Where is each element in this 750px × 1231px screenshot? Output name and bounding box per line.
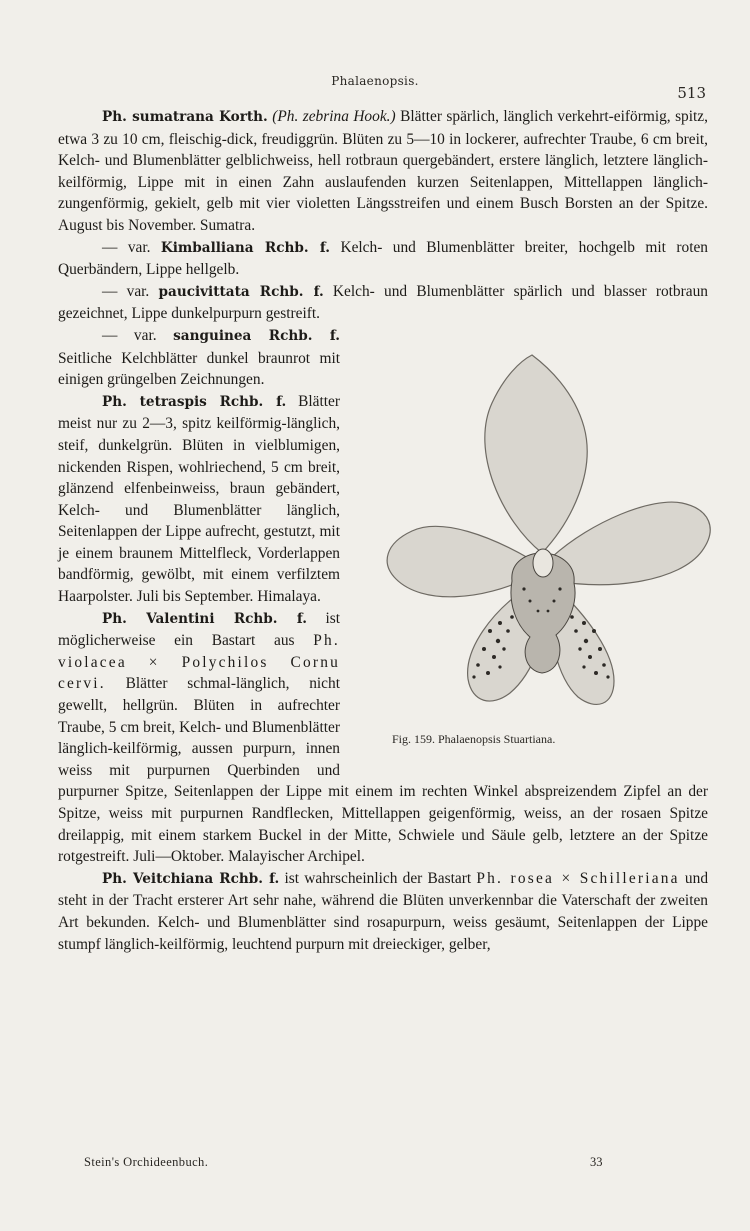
description: Blätter meist nur zu 2—3, spitz keilförmig-länglich, steif, dunkelgrün. Blüten in vielblumigen, nickenden Rispen, wohlriechend, 5 cm breit, glänzend elfenbeinweiss, braun gebändert, Kelch- und Blumenblätter länglich, Seitenlappen der Lippe aufrecht, gestutzt, mit je einem braunem Mittelfleck, Vorderlappen bandförmig, gewölbt, mit einem verfilztem Haarpolster. Juli bis September. Himalaya.: [58, 392, 340, 606]
synonym: (Ph. zebrina Hook.): [272, 108, 396, 125]
variety-paucivittata: [58, 281, 708, 325]
description-intro: ist möglicherweise ein Bastart aus: [58, 609, 340, 650]
right-petal: [552, 502, 710, 585]
variety-prefix: — var.: [102, 238, 151, 256]
figure-caption: Fig. 159. Phalaenopsis Stuartiana.: [392, 731, 556, 746]
variety-name: sanguinea Rchb. f.: [173, 327, 340, 344]
description-intro: ist wahrscheinlich der Bastart: [284, 869, 472, 887]
column: [533, 549, 553, 577]
description: und steht in der Tracht ersterer Art sehr nahe, während die Blüten unverkennbar die Vaterschaft der zweiten Art bekunden. Kelch- und Blumenblätter sind rosapurpurn, weiss gesäumt, Seitenlappen der Lippe stumpf länglich-keilförmig, leuchtend purpurn mit dreieckiger, gelber,: [58, 869, 709, 953]
variety-name: Kimballiana Rchb. f.: [160, 239, 331, 256]
variety-name: paucivittata Rchb. f.: [158, 283, 324, 300]
description: Kelch- und Blumenblätter spärlich und blasser rotbraun gezeichnet, Lippe dunkelpurpurn gestreift.: [58, 282, 708, 323]
species-name: Ph. sumatrana Korth.: [102, 109, 268, 125]
description: Seitliche Kelchblätter dunkel braunrot mit einigen grüngelben Zeichnungen.: [58, 349, 340, 389]
variety-prefix: — var.: [102, 282, 150, 300]
footer-book-title: Stein's Orchideenbuch.: [84, 1155, 209, 1169]
entry-sumatrana: [58, 106, 708, 237]
footer-signature: 33: [590, 1155, 603, 1169]
species-name: Ph. tetraspis Rchb. f.: [102, 393, 287, 410]
page-number: 513: [677, 84, 706, 102]
figure-159: [352, 331, 720, 763]
species-name: Ph. Valentini Rchb. f.: [102, 610, 307, 627]
running-head: Phalaenopsis.: [331, 74, 419, 88]
hybrid-parents: Ph. rosea × Schilleriana: [476, 869, 680, 887]
entry-veitchiana: [58, 868, 708, 955]
hybrid-parents: Ph. violacea × Polychilos Cornu cervi.: [58, 632, 340, 693]
description: Kelch- und Blumenblätter breiter, hochgelb mit roten Querbändern, Lippe hellgelb.: [58, 238, 708, 279]
orchid-drawing: [352, 331, 720, 726]
description: Blätter schmal-länglich, nicht gewellt, hellgrün. Blüten in aufrechter Traube, 5 cm breit, Kelch- und Blumenblätter länglich-keilförmig, aussen purpurn, innen weiss mit purpurnen Querbinden und purpurner Spitze, Seitenlappen der Lippe mit einem im rechten Winkel abspreizendem Zipfel an der Spitze, weiss mit purpurnen Randflecken, Mittellappen geigenförmig, weiss, an der rosaen Spitze dreilappig, mit einem starkem Buckel in der Mitte, Schwiele und Säule gelb, letztere an der Spitze rotgestreift. Juli—Oktober. Malayischer Archipel.: [58, 675, 708, 866]
species-name: Ph. Veitchiana Rchb. f.: [102, 870, 280, 887]
description: Blätter spärlich, länglich verkehrt-eiförmig, spitz, etwa 3 zu 10 cm, fleischig-dick, freudiggrün. Blüten zu 5—10 in lockerer, aufrechter Traube, 6 cm breit, Kelch- und Blumenblätter gelblichweiss, hell rotbraun quergebändert, erstere länglich, letztere länglich-keilförmig, Lippe mit in einen Zahn auslaufenden kurzen Seitenlappen, Mittellappen länglich-zungenförmig, gekielt, gelb mit vier violetten Längsstreifen und einem Busch Borsten an der Spitze. August bis November. Sumatra.: [58, 108, 708, 234]
dorsal-sepal: [485, 355, 587, 553]
variety-prefix: — var.: [102, 326, 157, 344]
left-petal: [387, 526, 530, 596]
variety-kimballiana: [58, 237, 708, 281]
body-text: [58, 106, 708, 955]
